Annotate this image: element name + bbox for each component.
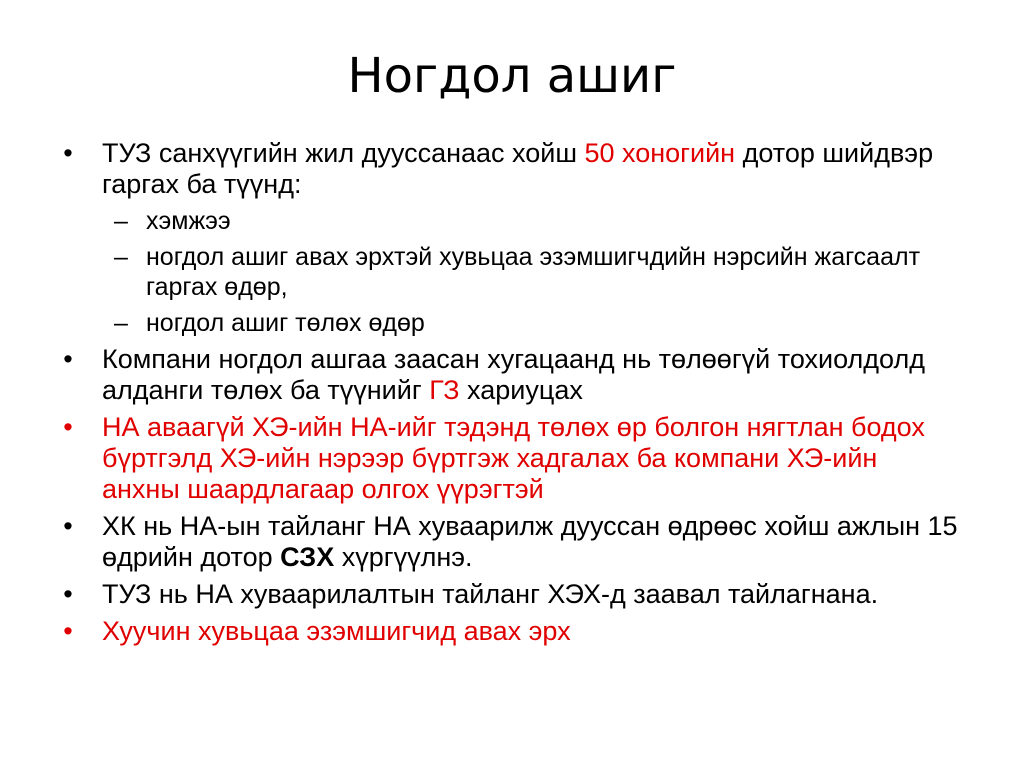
text-run: ногдол ашиг авах эрхтэй хувьцаа эзэмшигчдийн нэрсийн жагсаалт гаргах өдөр, [146,243,921,301]
sub-list-item [58,308,958,338]
sub-list-item [58,206,958,236]
text-run: ХК нь НА-ын тайланг НА хуваарилж дууссан өдрөөс хойш ажлын 15 өдрийн дотор [102,511,958,572]
text-run: ногдол ашиг төлөх өдөр [146,309,425,337]
list-item [58,138,958,200]
bullet-icon: • [63,344,73,374]
text-run: ГЗ [429,375,460,405]
list-item [58,511,958,573]
text-run: НА аваагүй ХЭ-ийн НА-ийг тэдэнд төлөх өр болгон нягтлан бодох бүртгэлд ХЭ-ийн нэрээр бүртгэж хадгалах ба компани ХЭ-ийн анхны шаардлагаар олгох үүрэгтэй [102,412,925,504]
text-run: Хуучин хувьцаа эзэмшигчид авах эрх [102,616,571,646]
list-item [58,344,958,406]
text-run: дотор шийдвэр гаргах ба түүнд: [102,138,934,199]
bullet-icon: • [63,138,73,168]
text-run: хүргүүлнэ. [334,542,473,572]
bullet-icon: • [63,579,73,609]
bullet-icon: • [63,511,73,541]
dash-bullet-icon: – [114,243,128,271]
text-run: ТУЗ нь НА хуваарилалтын тайланг ХЭХ-д заавал тайлагнана. [102,579,879,609]
list-item [58,616,958,647]
bullet-list [58,138,958,653]
text-run: ТУЗ санхүүгийн жил дууссанаас хойш [102,138,585,168]
sub-list-item [58,242,958,302]
text-run: хариуцах [459,375,583,405]
list-item [58,579,958,610]
bullet-icon: • [63,412,73,442]
bullet-icon: • [63,616,73,646]
text-run: СЗХ [280,542,335,572]
text-run: 50 хоногийн [584,138,736,168]
list-item [58,412,958,505]
text-run: Компани ногдол ашгаа заасан хугацаанд нь төлөөгүй тохиолдолд алданги төлөх ба түүнийг [102,344,925,405]
slide-title: Ногдол ашиг [347,48,677,104]
dash-bullet-icon: – [114,309,128,337]
text-run: хэмжээ [146,207,231,235]
dash-bullet-icon: – [114,207,128,235]
